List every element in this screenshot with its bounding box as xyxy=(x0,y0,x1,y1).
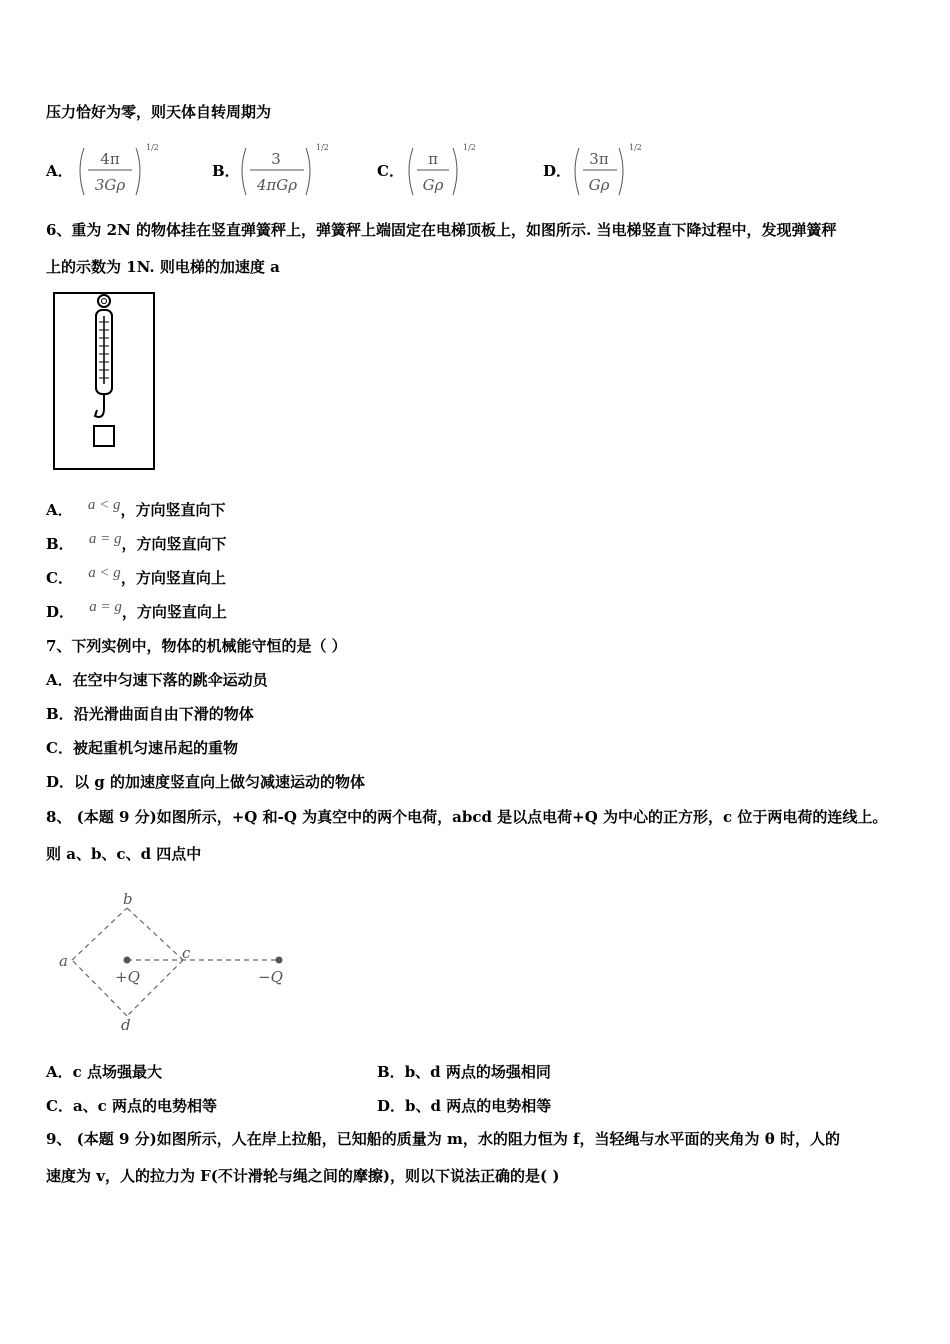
q6-option-d-text: ，方向竖直向上 xyxy=(121,603,227,621)
label-c: c xyxy=(182,944,191,962)
q5-b-den: 4πGρ xyxy=(256,176,298,194)
q6-option-a-label: A． xyxy=(46,501,73,519)
q7-option-b-text: 沿光滑曲面自由下滑的物体 xyxy=(73,705,254,723)
q5-option-b-label: B． xyxy=(212,162,240,180)
q9-stem-line2: 速度为 v，人的拉力为 F(不计滑轮与绳之间的摩擦)，则以下说法正确的是( ) xyxy=(46,1167,560,1185)
q8-option-d-label: D． xyxy=(377,1097,406,1115)
q8-option-a[interactable] xyxy=(46,1062,162,1082)
q6-option-d-math: a = g xyxy=(89,599,122,615)
q6-stem-line2: 上的示数为 1N. 则电梯的加速度 a xyxy=(46,258,280,276)
q5-option-c-formula xyxy=(405,140,515,200)
q6-option-c-text: ，方向竖直向上 xyxy=(120,569,226,587)
q7-option-b[interactable] xyxy=(46,704,254,724)
negative-charge-dot xyxy=(276,957,283,964)
q7-option-d-text: 以 g 的加速度竖直向上做匀减速运动的物体 xyxy=(74,773,365,791)
q5-option-d-formula xyxy=(571,140,681,200)
q5-a-exp: 1/2 xyxy=(146,143,159,152)
q7-option-a-text: 在空中匀速下落的跳伞运动员 xyxy=(72,671,268,689)
q5-option-c-label: C． xyxy=(377,162,404,180)
q8-option-a-text: c 点场强最大 xyxy=(72,1063,162,1081)
q8-option-b-text: b、d 两点的场强相同 xyxy=(404,1063,551,1081)
q9-stem-line1: 9、 (本题 9 分)如图所示，人在岸上拉船，已知船的质量为 m，水的阻力恒为 f，当轻绳与水平面的夹角为 θ 时，人的 xyxy=(46,1130,840,1148)
q8-option-d[interactable] xyxy=(377,1096,551,1116)
q5-a-den: 3Gρ xyxy=(94,176,126,194)
q8-option-a-label: A． xyxy=(46,1063,73,1081)
q6-stem-line1: 6、重为 2N 的物体挂在竖直弹簧秤上，弹簧秤上端固定在电梯顶板上，如图所示. 当电梯竖直下降过程中，发现弹簧秤 xyxy=(46,221,837,239)
q5-c-num: π xyxy=(428,150,438,168)
q5-option-d-label: D． xyxy=(543,162,572,180)
q8-stem-line1: 8、 (本题 9 分)如图所示，+Q 和-Q 为真空中的两个电荷，abcd 是以点电荷+Q 为中心的正方形，c 位于两电荷的连线上。 xyxy=(46,808,888,826)
q6-option-a-text: ，方向竖直向下 xyxy=(120,501,226,519)
label-b: b xyxy=(123,890,133,908)
q8-option-b[interactable] xyxy=(377,1062,551,1082)
q5-stem-tail: 压力恰好为零，则天体自转周期为 xyxy=(46,103,272,121)
q5-option-a-label: A． xyxy=(46,162,73,180)
q5-c-exp: 1/2 xyxy=(463,143,476,152)
q8-option-c-label: C． xyxy=(46,1097,73,1115)
q5-c-den: Gρ xyxy=(422,176,444,194)
q7-option-c[interactable] xyxy=(46,738,238,758)
q6-option-b-label: B． xyxy=(46,535,74,553)
q6-option-a-math: a < g xyxy=(87,497,121,513)
q6-option-c[interactable] xyxy=(46,565,226,589)
q6-option-c-label: C． xyxy=(46,569,73,587)
q8-option-b-label: B． xyxy=(377,1063,405,1081)
q6-option-d-label: D． xyxy=(46,603,75,621)
q8-option-d-text: b、d 两点的电势相等 xyxy=(405,1097,552,1115)
q6-option-c-math: a < g xyxy=(88,565,121,581)
label-a: a xyxy=(59,952,68,970)
q6-option-b-text: ，方向竖直向下 xyxy=(121,535,227,553)
label-neg-q: −Q xyxy=(258,968,283,986)
charge-square-figure xyxy=(55,888,305,1036)
q5-option-b-formula xyxy=(240,140,360,200)
spring-scale-figure xyxy=(53,292,159,474)
q5-a-num: 4π xyxy=(100,150,120,168)
q6-option-b[interactable] xyxy=(46,531,227,555)
q7-stem: 7、下列实例中，物体的机械能守恒的是（ ） xyxy=(46,637,347,655)
q5-b-exp: 1/2 xyxy=(316,143,329,152)
q7-option-c-text: 被起重机匀速吊起的重物 xyxy=(72,739,238,757)
q5-option-a-formula xyxy=(74,140,184,200)
q7-option-d-label: D． xyxy=(46,773,75,791)
label-pos-q: +Q xyxy=(115,968,140,986)
q7-option-b-label: B． xyxy=(46,705,74,723)
q5-b-num: 3 xyxy=(271,150,281,168)
q7-option-a-label: A． xyxy=(46,671,73,689)
q5-d-den: Gρ xyxy=(588,176,610,194)
q8-option-c-text: a、c 两点的电势相等 xyxy=(72,1097,218,1115)
q5-d-num: 3π xyxy=(589,150,609,168)
q7-option-c-label: C． xyxy=(46,739,73,757)
q6-option-a[interactable] xyxy=(46,497,226,521)
q7-option-d[interactable] xyxy=(46,772,365,792)
q6-option-b-math: a = g xyxy=(88,531,122,547)
label-d: d xyxy=(121,1016,131,1034)
q5-d-exp: 1/2 xyxy=(629,143,642,152)
q8-option-c[interactable] xyxy=(46,1096,217,1116)
q6-option-d[interactable] xyxy=(46,599,227,623)
q8-stem-line2: 则 a、b、c、d 四点中 xyxy=(46,845,202,863)
positive-charge-dot xyxy=(124,957,131,964)
q7-option-a[interactable] xyxy=(46,670,268,690)
